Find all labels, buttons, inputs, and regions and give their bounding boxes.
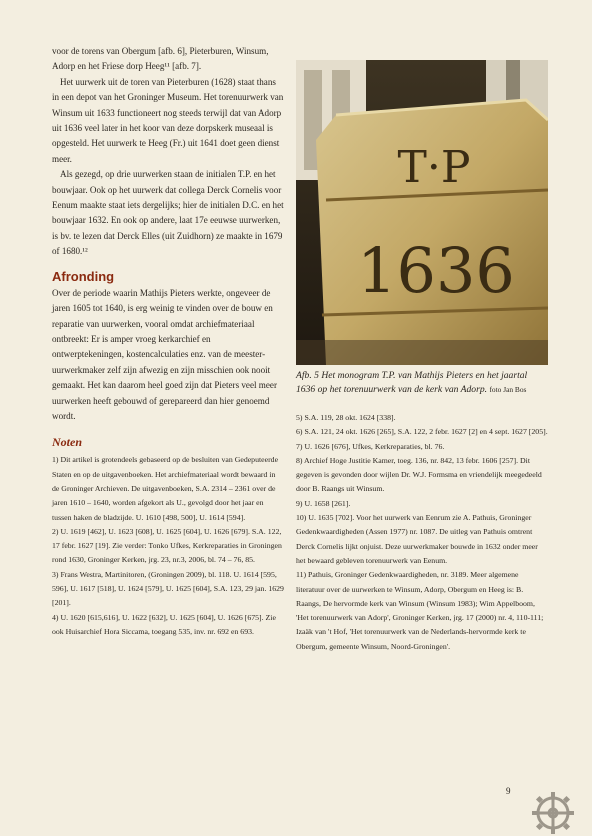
note-item: 3) Frans Westra, Martinitoren, (Groningen 2009), bl. 118. U. 1614 [595, 596], U. 1617 [518], U. 1624 [579], U. 1625 [604], S.A. 123, 29 jan. 1629 [201]. xyxy=(52,569,284,608)
note-item: 6) S.A. 121, 24 okt. 1626 [265], S.A. 122, 2 febr. 1627 [2] en 4 sept. 1627 [205]. xyxy=(296,427,548,437)
note-item: 11) Pathuis, Groninger Gedenkwaardigheden, nr. 3189. Meer algemene literatuur over de uurwerken te Winsum, Adorp, Obergum en Heeg is: B. Raangs, De hervormde kerk van Winsum (Winsum 1983); Wim Appelboom, 'Het torenuurwerk van Adorp', Groninger Kerken, jrg. 17 (2000) nr. 4, 110-111; Izaäk van 't Hof, 'Het torenuurwerk van de Nederlands-hervormde kerk te Obergum, gemeente Winsum, Noord-Groningen'. xyxy=(296,570,544,651)
engraved-block-image xyxy=(296,60,548,365)
notes-list xyxy=(52,453,284,639)
body-paragraph: Over de periode waarin Mathijs Pieters werkte, ongeveer de jaren 1605 tot 1640, is erg weinig te vinden over de bouw en reparatie van uurwerken, vooral omdat archiefmateriaal ontbreekt: Er is amper vroeg kerkarchief en ontwerptekeningen, kostencalculaties enz. van de meester-uurwerkmaker zelf zijn afwezig en zijn misschien ook nooit gemaakt. Het kan daarom heel goed zijn dat Pieters veel meer uurwerken heeft gebouwd of gerepareerd dan hier genoemd wordt. xyxy=(52,287,277,421)
right-column xyxy=(296,60,548,654)
figure-photo xyxy=(296,60,548,365)
note-item: 5) S.A. 119, 28 okt. 1624 [338]. xyxy=(296,413,396,422)
engraved-year: 1636 xyxy=(357,234,515,307)
caption-text: Afb. 5 Het monogram T.P. van Mathijs Pieters en het jaartal 1636 op het torenuurwerk van de kerk van Adorp. xyxy=(296,370,528,395)
note-item: 4) U. 1620 [615,616], U. 1622 [632], U. 1625 [604], U. 1626 [675]. Zie ook Huisarchief Hora Siccama, toegang 535, inv. nr. 692 en 693. xyxy=(52,612,276,636)
body-paragraph: Het uurwerk uit de toren van Pieterburen (1628) staat thans in een depot van het Groninger Museum. Het torenuurwerk van Winsum uit 1633 functioneert nog steeds terwijl dat van Adorp uit 1636 veel later in het koor van deze dorpskerk museaal is opgesteld. Het uurwerk te Heeg (Fr.) uit 1641 doet geen dienst meer. xyxy=(52,76,284,164)
note-item: 2) U. 1619 [462], U. 1623 [608], U. 1625 [604], U. 1626 [679]. S.A. 122, 17 febr. 1627 [19]. Zie verder: Tonko Ufkes, Kerkreparaties in Groningen rond 1630, Groninger Kerken, jrg. 23, nr.3, 2006, bl. 74 – 76, 85. xyxy=(52,526,282,565)
note-item: 7) U. 1626 [676], Ufkes, Kerkreparaties, bl. 76. xyxy=(296,441,445,451)
gear-icon xyxy=(530,790,576,836)
left-column xyxy=(52,44,284,639)
body-paragraph: Als gezegd, op drie uurwerken staan de initialen T.P. en het bouwjaar. Ook op het uurwerk dat collega Derck Cornelis voor Eenum maakte staat iets dergelijks; hier de initialen D.C. en het bouwjaar 1632. En ook op andere, laat 17e eeuwse uurwerken, is bv. te lezen dat Derck Elles (uit Zuidhorn) ze maakte in 1679 of 1680.¹² xyxy=(52,169,284,257)
note-item: 8) Archief Hoge Justitie Kamer, toeg. 136, nr. 842, 13 febr. 1606 [257]. Dit gegeven is gevonden door wijlen Dr. W.J. Formsma en vriendelijk meegedeeld door B. Raangs uit Winsum. xyxy=(296,455,542,494)
note-item: 10) U. 1635 [702]. Voor het uurwerk van Eenrum zie A. Pathuis, Groninger Gedenkwaardigheden (Assen 1977) nr. 1087. De uitleg van Pathuis omtrent Derck Cornelis lijkt onjuist. Deze uurwerkmaker bouwde in 1632 onder meer het bewaard gebleven torenuurwerk van Eenum. xyxy=(296,513,538,565)
body-paragraph: voor de torens van Obergum [afb. 6], Pieterburen, Winsum, Adorp en het Friese dorp Heeg¹¹ [afb. 7]. xyxy=(52,46,269,72)
notes-list-continued xyxy=(296,411,548,654)
engraved-initials: T·P xyxy=(397,142,471,193)
section-heading-afronding: Afronding xyxy=(52,268,115,284)
note-item: 1) Dit artikel is grotendeels gebaseerd op de besluiten van Gedeputeerde Staten en op de uitgavenboeken. Het archiefmateriaal wordt bewaard in de Groninger Archieven. De uitgavenboeken, S.A. 2314 – 2361 over de jaren 1610 – 1640, worden afgekort als U., gevolgd door het jaar en tussen haken de bladzijde. U. 1610 [498, 500], U. 1614 [594]. xyxy=(52,455,279,522)
figure-caption xyxy=(296,369,548,397)
note-item: 9) U. 1658 [261]. xyxy=(296,498,351,508)
photo-credit: foto Jan Bos xyxy=(489,385,527,394)
page-number: 9 xyxy=(506,786,511,796)
section-heading-noten: Noten xyxy=(52,435,82,450)
